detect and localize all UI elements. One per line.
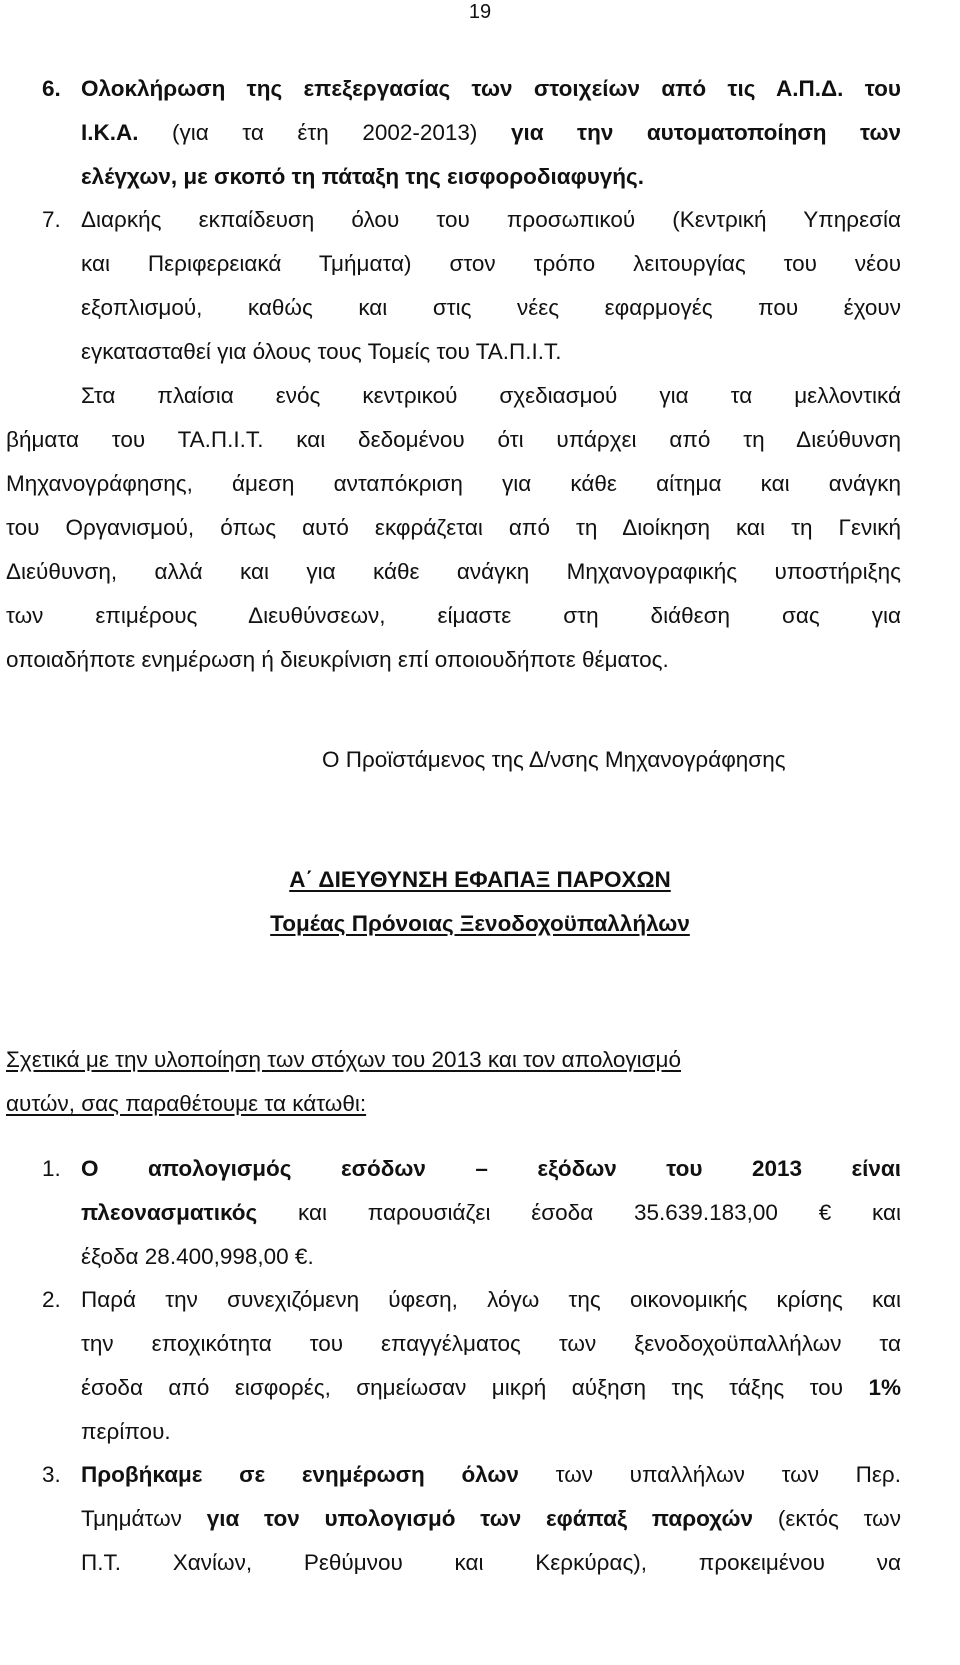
paragraph-line2: βήματα του ΤΑ.Π.Ι.Τ. και δεδομένου ότι υπάρχει από τη Διεύθυνση [6,427,901,452]
intro-line1: Σχετικά με την υλοποίηση των στόχων του 2013 και τον απολογισμό [6,1047,681,1072]
section-heading-line1: Α΄ ΔΙΕΥΘΥΝΣΗ ΕΦΑΠΑΞ ΠΑΡΟΧΩΝ [289,867,671,892]
paragraph-line4: του Οργανισμού, όπως αυτό εκφράζεται από τη Διοίκηση και τη Γενική [6,515,901,540]
itemb3-line3: Π.Τ. Χανίων, Ρεθύμνου και Κερκύρας), προκειμένου να [81,1550,901,1575]
itemb2-line3-a: έσοδα από εισφορές, σημείωσαν μικρή αύξηση της τάξης του [81,1375,844,1400]
itemb2-line4: περίπου. [81,1419,171,1444]
itemb1-line2 [81,1191,901,1235]
item6-line2-a: Ι.Κ.Α. [81,120,139,145]
paragraph-line6: των επιμέρους Διευθύνσεων, είμαστε στη διάθεση σας για [6,603,901,628]
item7-line4: εγκατασταθεί για όλους τους Τομείς του ΤΑ.Π.Ι.Τ. [81,339,562,364]
section-heading-line2: Τομέας Πρόνοιας Ξενοδοχοϋπαλλήλων [270,911,690,936]
list-number: 1. [42,1156,61,1181]
paragraph-line3: Μηχανογράφησης, άμεση ανταπόκριση για κάθε αίτημα και ανάγκη [6,471,901,496]
itemb2-line2: την εποχικότητα του επαγγέλματος των ξενοδοχοϋπαλλήλων τα [81,1331,901,1356]
item6-line2-c: για την αυτοματοποίηση των [510,120,901,145]
list-number: 7. [42,207,61,232]
itemb2-line3-b: 1% [868,1375,901,1400]
itemb3-line2-b: για τον υπολογισμό των εφάπαξ παροχών [206,1506,754,1531]
paragraph-line1: Στα πλαίσια ενός κεντρικού σχεδιασμού για τα μελλοντικά [81,383,901,408]
itemb1-line2-bold: πλεονασματικός [81,1200,258,1225]
paragraph-line7: οποιαδήποτε ενημέρωση ή διευκρίνιση επί οποιουδήποτε θέματος. [6,647,669,672]
item7-line3: εξοπλισμού, καθώς και στις νέες εφαρμογές που έχουν [81,295,901,320]
item6-line1: Ολοκλήρωση της επεξεργασίας των στοιχείων από τις Α.Π.Δ. του [81,76,901,101]
itemb3-line2-a: Τμημάτων [81,1506,182,1531]
itemb2-line3 [81,1366,901,1410]
intro-line2: αυτών, σας παραθέτουμε τα κάτωθι: [6,1091,367,1116]
itemb1-line2-rest: και παρουσιάζει έσοδα 35.639.183,00 € και [298,1200,901,1225]
itemb2-line1: Παρά την συνεχιζόμενη ύφεση, λόγω της οικονομικής κρίσης και [81,1287,901,1312]
list-number: 3. [42,1462,61,1487]
signature: Ο Προϊστάμενος της Δ/νσης Μηχανογράφησης [322,747,786,772]
item6-line2 [81,111,901,155]
page-number: 19 [468,1,492,23]
item6-line3: ελέγχων, με σκοπό τη πάταξη της εισφοροδιαφυγής. [81,164,645,189]
itemb1-line1: Ο απολογισμός εσόδων – εξόδων του 2013 είναι [81,1156,901,1181]
itemb3-line1-bold: Προβήκαμε σε ενημέρωση όλων [81,1462,519,1487]
item7-line1: Διαρκής εκπαίδευση όλου του προσωπικού (Κεντρική Υπηρεσία [81,207,901,232]
paragraph-line5: Διεύθυνση, αλλά και για κάθε ανάγκη Μηχανογραφικής υποστήριξης [6,559,901,584]
item6-line2-b: (για τα έτη 2002-2013) [172,120,478,145]
itemb3-line1 [81,1453,901,1497]
list-number: 6. [42,76,61,101]
itemb3-line2-c: (εκτός των [777,1506,901,1531]
list-number: 2. [42,1287,61,1312]
itemb1-line3: έξοδα 28.400,998,00 €. [81,1244,314,1269]
itemb3-line1-rest: των υπαλλήλων των Περ. [555,1462,901,1487]
itemb3-line2 [81,1497,901,1541]
item7-line2: και Περιφερειακά Τμήματα) στον τρόπο λειτουργίας του νέου [81,251,901,276]
